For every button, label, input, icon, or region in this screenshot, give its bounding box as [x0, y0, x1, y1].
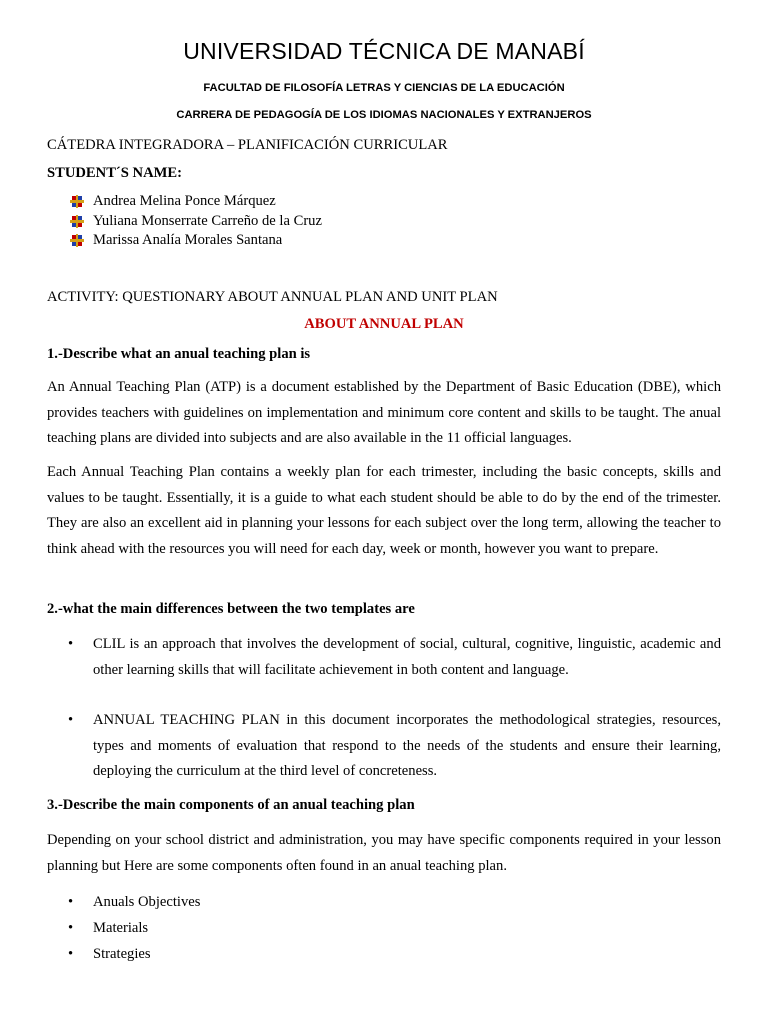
question-1: 1.-Describe what an anual teaching plan is	[47, 346, 311, 362]
students-label: STUDENT´S NAME:	[47, 165, 183, 181]
student-name: Marissa Analía Morales Santana	[93, 232, 283, 248]
answer-1-paragraph-2: Each Annual Teaching Plan contains a weekly plan for each trimester, including the basic concepts, skills and values to be taught. Essentially, it is a guide to what each student should be able to do by the end of the trimester. They are also an excellent aid in planning your lessons for each subject over the long term, allowing the teacher to think ahead with the resources you will need for each day, week or month, however you want to prepare.	[47, 464, 721, 557]
career-title: CARRERA DE PEDAGOGÍA DE LOS IDIOMAS NACIONALES Y EXTRANJEROS	[176, 109, 592, 121]
bullet-text: ANNUAL TEACHING PLAN in this document incorporates the methodological strategies, resources, types and moments of evaluation that respond to the needs of the students and ensure their learning, deploying the curriculum at the third level of concreteness.	[93, 712, 721, 779]
bullet-icon: •	[68, 636, 74, 652]
student-item	[70, 192, 322, 212]
student-name: Yuliana Monserrate Carreño de la Cruz	[93, 212, 322, 229]
section-title: ABOUT ANNUAL PLAN	[304, 316, 464, 332]
bullet-icon: •	[68, 946, 74, 962]
faculty-title: FACULTAD DE FILOSOFÍA LETRAS Y CIENCIAS DE LA EDUCACIÓN	[203, 82, 565, 94]
bullet-icon: •	[68, 920, 74, 936]
answer-3-paragraph: Depending on your school district and administration, you may have specific components required in your lesson planning but Here are some components often found in an anual teaching plan.	[47, 832, 721, 874]
activity-title: ACTIVITY: QUESTIONARY ABOUT ANNUAL PLAN AND UNIT PLAN	[47, 289, 498, 305]
bullet-item	[68, 889, 200, 915]
student-name: Andrea Melina Ponce Márquez	[93, 193, 276, 209]
student-item	[70, 212, 322, 232]
bullet-text: CLIL is an approach that involves the development of social, cultural, cognitive, linguistic, academic and other learning skills that will facilitate achievement in both content and language.	[93, 636, 721, 678]
university-title: UNIVERSIDAD TÉCNICA DE MANABÍ	[183, 38, 585, 64]
bullet-text: Strategies	[93, 946, 151, 962]
bullet-text: Anuals Objectives	[93, 894, 201, 910]
question-2: 2.-what the main differences between the two templates are	[47, 601, 415, 617]
pushpin-bullet-icon	[70, 215, 84, 228]
student-item	[70, 231, 322, 251]
pushpin-bullet-icon	[70, 195, 84, 208]
question-3: 3.-Describe the main components of an anual teaching plan	[47, 797, 415, 813]
course-title: CÁTEDRA INTEGRADORA – PLANIFICACIÓN CURRICULAR	[47, 137, 448, 153]
bullet-text: Materials	[93, 920, 149, 936]
student-list	[70, 192, 322, 251]
bullet-item	[68, 915, 148, 941]
answer-1-paragraph-1: An Annual Teaching Plan (ATP) is a document established by the Department of Basic Education (DBE), which provides teachers with guidelines on implementation and minimum core content and skills to be taught. The anual teaching plans are divided into subjects and are also available in the 11 official languages.	[47, 379, 721, 446]
bullet-icon: •	[68, 894, 74, 910]
bullet-icon: •	[68, 712, 74, 728]
bullet-item	[68, 941, 151, 967]
pushpin-bullet-icon	[70, 234, 84, 247]
